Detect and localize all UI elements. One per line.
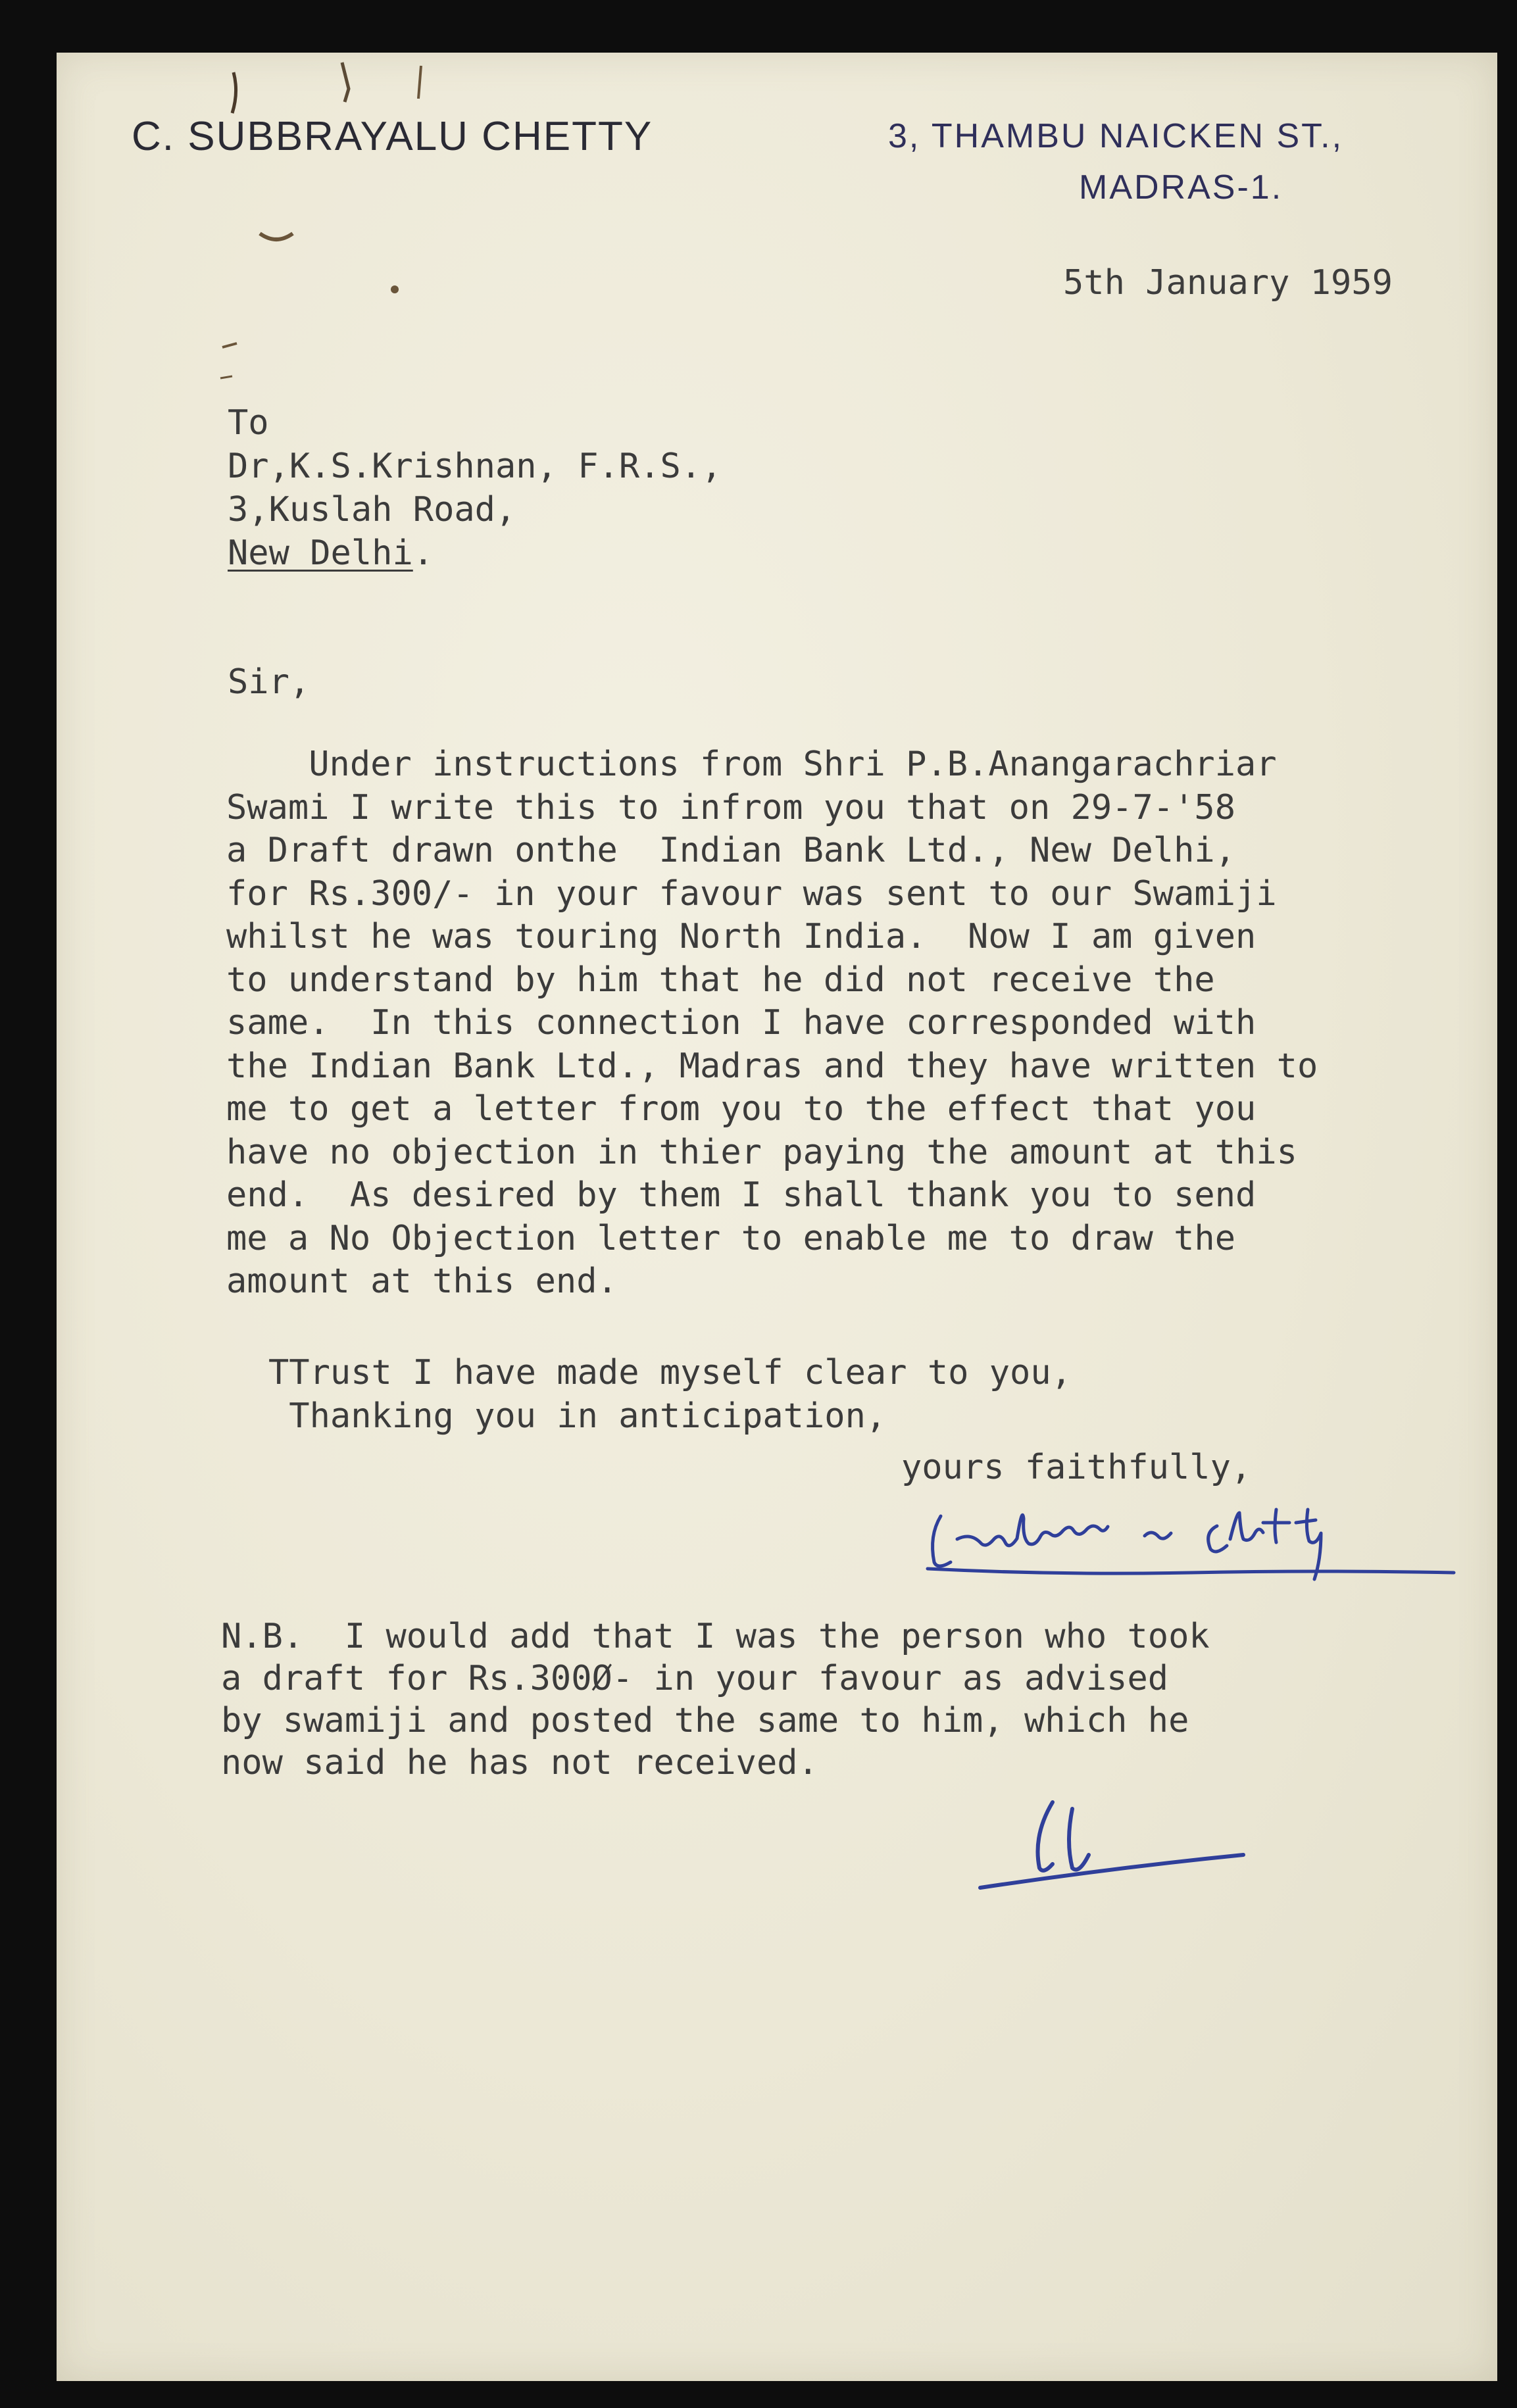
letter-date: 5th January 1959 xyxy=(1063,263,1393,303)
body-line: me to get a letter from you to the effect that you xyxy=(226,1089,1256,1129)
body-line: whilst he was touring North India. Now I am given xyxy=(226,917,1256,956)
body-line: a Draft drawn onthe Indian Bank Ltd., New Delhi, xyxy=(226,831,1236,870)
letterhead-street: 3, THAMBU NAICKEN ST., xyxy=(888,117,1344,155)
closing-line: Thanking you in anticipation, xyxy=(268,1396,887,1436)
letterhead-name: C. SUBBRAYALU CHETTY xyxy=(132,114,653,159)
salutation: Sir, xyxy=(228,662,311,702)
body-line: Swami I write this to infrom you that on 29-7-'58 xyxy=(226,787,1236,827)
body-line: amount at this end. xyxy=(226,1262,618,1301)
recipient-street: 3,Kuslah Road, xyxy=(228,490,516,529)
recipient-city: New Delhi xyxy=(228,533,413,573)
nb-line: N.B. I would add that I was the person who took xyxy=(221,1617,1210,1656)
nb-line: a draft for Rs.300Ø- in your favour as advised xyxy=(221,1659,1169,1698)
recipient-city-suffix: . xyxy=(412,533,434,573)
initial-signature xyxy=(974,1782,1250,1901)
letterhead-address xyxy=(888,111,1388,213)
closing-line: TTrust I have made myself clear to you, xyxy=(268,1353,1072,1392)
body-line: the Indian Bank Ltd., Madras and they have written to xyxy=(226,1046,1318,1086)
signoff: yours faithfully, xyxy=(901,1448,1252,1487)
body-line: same. In this connection I have corresponded with xyxy=(226,1003,1256,1043)
body-line: end. As desired by them I shall thank you to send xyxy=(226,1175,1256,1215)
recipient-city-line xyxy=(228,531,722,575)
closing-block xyxy=(268,1351,1072,1438)
body-line: to understand by him that he did not receive the xyxy=(226,960,1215,1000)
nb-line: now said he has not received. xyxy=(221,1743,818,1782)
body-line: Under instructions from Shri P.B.Anangarachriar xyxy=(226,745,1277,784)
recipient-name: Dr,K.S.Krishnan, F.R.S., xyxy=(228,447,722,486)
letter-body xyxy=(226,743,1318,1304)
recipient-block xyxy=(228,401,722,575)
recipient-to: To xyxy=(228,403,269,443)
body-line: for Rs.300/- in your favour was sent to our Swamiji xyxy=(226,873,1277,914)
signature xyxy=(921,1500,1460,1592)
body-line: me a No Objection letter to enable me to draw the xyxy=(226,1218,1236,1258)
nb-note xyxy=(221,1615,1210,1784)
body-line: have no objection in thier paying the amount at this xyxy=(226,1132,1297,1172)
letterhead-city: MADRAS-1. xyxy=(1079,168,1283,207)
nb-line: by swamiji and posted the same to him, which he xyxy=(221,1701,1189,1740)
